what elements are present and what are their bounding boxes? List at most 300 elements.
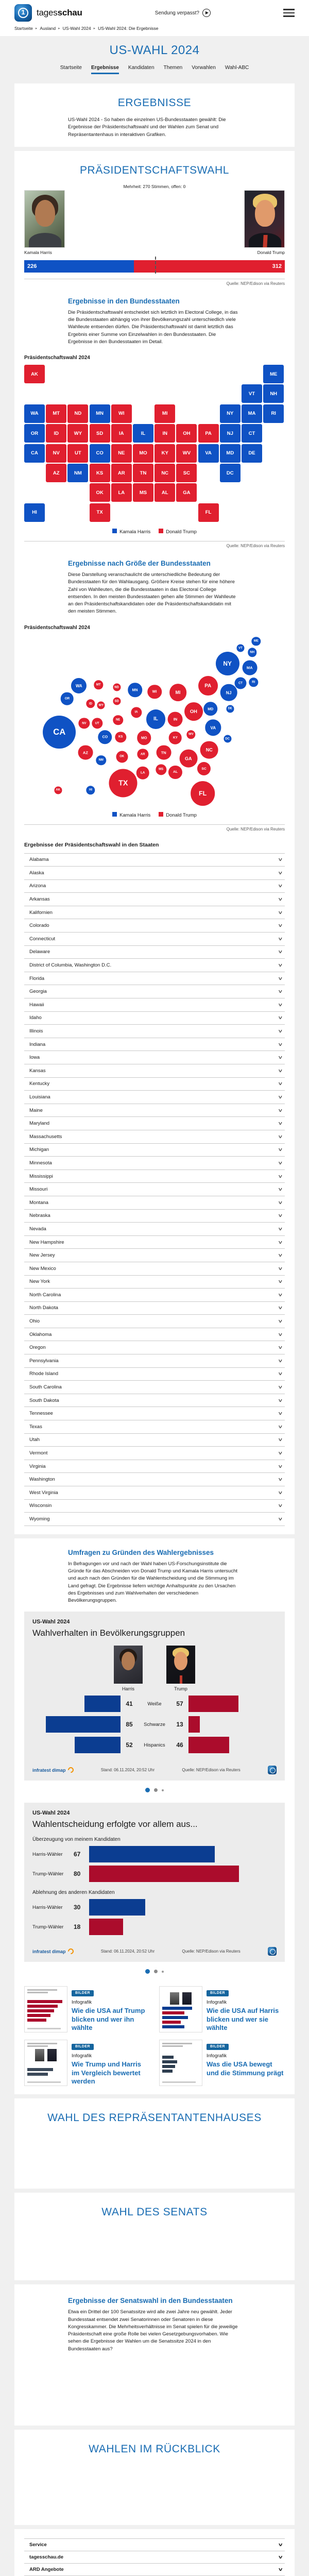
chevron-down-icon: v — [279, 1305, 282, 1311]
state-accordion-label: Wyoming — [29, 1516, 50, 1522]
group-label: Weiße — [138, 1701, 171, 1707]
chevron-down-icon: v — [279, 1028, 282, 1034]
reason-group-label: Überzeugung von meinem Kandidaten — [32, 1837, 277, 1842]
state-bubble-WI[interactable]: WI — [147, 685, 162, 699]
state-tile-AZ[interactable]: AZ — [46, 464, 66, 482]
state-tile-WV[interactable]: WV — [176, 444, 197, 463]
state-accordion-row[interactable] — [24, 1012, 285, 1025]
chevron-down-icon: v — [279, 1042, 282, 1047]
teaser-thumbnail[interactable] — [159, 1986, 202, 2032]
chevron-down-icon: v — [279, 923, 282, 928]
chevron-down-icon: v — [279, 1015, 282, 1021]
breadcrumb-item[interactable]: US-Wahl 2024 — [63, 26, 91, 31]
thumb-title-line — [162, 2043, 192, 2044]
state-accordion-row[interactable] — [24, 1354, 285, 1368]
state-tile-AR[interactable]: AR — [111, 464, 132, 482]
embed-placeholder — [24, 2353, 285, 2417]
top-bar — [0, 0, 309, 23]
state-bubble-OK[interactable]: OK — [116, 751, 128, 762]
state-bubble-WY[interactable]: WY — [97, 702, 105, 709]
state-tile-PA[interactable]: PA — [198, 424, 219, 443]
state-accordion-label: Massachusetts — [29, 1134, 62, 1140]
state-tile-MO[interactable]: MO — [133, 444, 153, 463]
state-bubble-ME[interactable]: ME — [252, 637, 261, 646]
state-accordion-row[interactable] — [24, 972, 285, 986]
state-accordion-label: Tennessee — [29, 1411, 53, 1416]
teaser-kicker: Infografik — [207, 2053, 285, 2059]
state-bubble-IL[interactable]: IL — [146, 709, 166, 729]
chevron-down-icon: v — [279, 1081, 282, 1087]
state-tile-MN[interactable]: MN — [90, 404, 110, 423]
carousel-dot[interactable] — [154, 1970, 158, 1973]
state-tile-VT[interactable]: VT — [242, 384, 262, 403]
state-accordion-row[interactable] — [24, 1117, 285, 1130]
state-tile-OH[interactable]: OH — [176, 424, 197, 443]
state-bubble-OR[interactable]: OR — [61, 692, 74, 705]
reason-bar-row — [32, 1864, 277, 1884]
state-accordion-row[interactable] — [24, 919, 285, 933]
candidates-row — [24, 190, 285, 255]
thumb-bars — [162, 2007, 199, 2028]
carousel-dot[interactable] — [145, 1969, 150, 1974]
state-accordion-row[interactable] — [24, 1328, 285, 1342]
state-tile-DC[interactable]: DC — [220, 464, 241, 482]
state-accordion-row[interactable] — [24, 1051, 285, 1064]
state-tile-CT[interactable]: CT — [242, 424, 262, 443]
state-tile-LA[interactable]: LA — [111, 483, 132, 502]
state-tile-OR[interactable]: OR — [24, 424, 45, 443]
state-bubble-NC[interactable]: NC — [200, 741, 218, 759]
breadcrumb-separator-icon: ▸ — [58, 26, 60, 30]
state-tile-WY[interactable]: WY — [67, 424, 88, 443]
state-tile-CO[interactable]: CO — [90, 444, 110, 463]
teaser-text — [72, 2040, 150, 2086]
state-accordion-row[interactable] — [24, 1196, 285, 1210]
state-tile-AL[interactable]: AL — [154, 483, 175, 502]
state-bubble-MN[interactable]: MN — [128, 683, 142, 698]
state-tile-KS[interactable]: KS — [90, 464, 110, 482]
state-bubble-SD[interactable]: SD — [113, 697, 121, 705]
state-bubble-FL[interactable]: FL — [191, 781, 215, 806]
state-accordion-row[interactable] — [24, 1064, 285, 1078]
state-winner-map[interactable] — [24, 365, 285, 522]
state-accordion-row[interactable] — [24, 1341, 285, 1354]
groesse-heading[interactable]: Ergebnisse nach Größe der Bundesstaaten — [68, 560, 238, 567]
state-bubble-KS[interactable]: KS — [115, 732, 126, 742]
state-tile-RI[interactable]: RI — [263, 404, 284, 423]
chevron-down-icon: v — [279, 1055, 282, 1060]
state-accordion-label: Kansas — [29, 1068, 46, 1074]
carousel-dot[interactable] — [162, 1971, 164, 1973]
tab-themen[interactable]: Themen — [164, 65, 183, 74]
tab-vorwahlen[interactable]: Vorwahlen — [192, 65, 216, 74]
state-bubble-MT[interactable]: MT — [94, 681, 103, 689]
trump-value: 13 — [171, 1721, 188, 1728]
state-accordion-label: Louisiana — [29, 1094, 50, 1100]
teaser-thumbnail[interactable] — [159, 2040, 202, 2086]
state-bubble-CO[interactable]: CO — [98, 730, 112, 744]
state-accordion-row[interactable] — [24, 998, 285, 1012]
state-accordion-label: Georgia — [29, 989, 47, 994]
state-accordion-label: Minnesota — [29, 1160, 52, 1166]
state-accordion-row[interactable] — [24, 1513, 285, 1526]
legend-item — [159, 529, 197, 535]
state-tile-NE[interactable]: NE — [111, 444, 132, 463]
state-bubble-KY[interactable]: KY — [169, 732, 182, 744]
state-accordion-row[interactable] — [24, 1447, 285, 1460]
tagesschau-logo[interactable] — [14, 4, 82, 22]
state-bubble-IA[interactable]: IA — [131, 707, 142, 718]
candidate-harris — [24, 190, 65, 255]
state-bubble-SC[interactable]: SC — [197, 762, 211, 775]
staaten-heading[interactable]: Ergebnisse in den Bundesstaaten — [68, 297, 238, 305]
state-bubble-VT[interactable]: VT — [236, 645, 244, 652]
infografik-teasers — [24, 1986, 285, 2086]
chevron-down-icon: v — [279, 1068, 282, 1074]
state-bubble-AZ[interactable]: AZ — [78, 745, 93, 760]
state-accordion-row[interactable] — [24, 1104, 285, 1117]
carousel-dot[interactable] — [154, 1788, 158, 1792]
chart2-footer — [32, 1944, 277, 1957]
state-bubble-IN[interactable]: IN — [168, 711, 183, 726]
legend-swatch — [159, 529, 163, 533]
state-tile-KY[interactable]: KY — [154, 444, 175, 463]
state-tile-CA[interactable]: CA — [24, 444, 45, 463]
state-tile-NC[interactable]: NC — [154, 464, 175, 482]
state-tile-WI[interactable]: WI — [111, 404, 132, 423]
state-accordion-row[interactable] — [24, 1420, 285, 1434]
legend-label: Kamala Harris — [119, 529, 150, 535]
footer-accordion-row[interactable] — [24, 2564, 285, 2576]
state-accordion-row[interactable] — [24, 1157, 285, 1170]
chevron-down-icon: v — [279, 1240, 282, 1245]
state-accordion-row[interactable] — [24, 946, 285, 959]
state-bubble-NE[interactable]: NE — [113, 715, 123, 725]
state-tile-MD[interactable]: MD — [220, 444, 241, 463]
state-bubble-RI[interactable]: RI — [249, 678, 258, 687]
chart1-footer — [32, 1762, 277, 1775]
state-accordion-row[interactable] — [24, 1276, 285, 1289]
teaser-profile-compare[interactable] — [159, 1986, 285, 2032]
state-accordion-row[interactable] — [24, 1434, 285, 1447]
state-bubble-ID[interactable]: ID — [86, 699, 95, 708]
state-accordion-row[interactable] — [24, 867, 285, 880]
state-accordion-row[interactable] — [24, 1368, 285, 1381]
footer-accordion-row[interactable] — [24, 2551, 285, 2564]
state-accordion-label: New Mexico — [29, 1266, 56, 1272]
chevron-down-icon: v — [279, 1490, 282, 1496]
teaser-title[interactable]: Wie die USA auf Trump blicken und wer ihn wählte — [72, 2007, 150, 2032]
reason-bar-track — [89, 1899, 277, 1916]
chart1-stand: Stand: 06.11.2024, 20:52 Uhr — [101, 1768, 154, 1772]
wahlentscheidung-chart-card — [24, 1803, 285, 1962]
state-bubble-UT[interactable]: UT — [92, 718, 102, 728]
state-tile-MS[interactable]: MS — [133, 483, 153, 502]
state-bubble-AK[interactable]: AK — [54, 786, 62, 794]
electoral-college-bar — [24, 260, 285, 273]
state-accordion-row[interactable] — [24, 1500, 285, 1513]
state-tile-SC[interactable]: SC — [176, 464, 197, 482]
thumb-photo — [170, 1992, 179, 2005]
state-tile-HI[interactable]: HI — [24, 503, 45, 522]
state-tile-MI[interactable]: MI — [154, 404, 175, 423]
tab-ergebnisse[interactable]: Ergebnisse — [91, 65, 119, 74]
state-bubble-MI[interactable]: MI — [169, 684, 187, 702]
chevron-down-icon: v — [279, 1213, 282, 1218]
state-accordion-row[interactable] — [24, 1473, 285, 1486]
state-tile-FL[interactable]: FL — [198, 503, 219, 522]
state-tile-TN[interactable]: TN — [133, 464, 153, 482]
state-tile-SD[interactable]: SD — [90, 424, 110, 443]
state-accordion-row[interactable] — [24, 1394, 285, 1408]
state-bubble-NJ[interactable]: NJ — [220, 684, 237, 701]
state-accordion-row[interactable] — [24, 1315, 285, 1328]
chevron-down-icon: v — [279, 1279, 282, 1284]
chart1-kicker: US-Wahl 2024 — [32, 1619, 277, 1625]
chart2-groups — [32, 1837, 277, 1937]
brand-wordmark: tagesschau — [37, 8, 82, 18]
state-accordion-row[interactable] — [24, 1302, 285, 1315]
chevron-down-icon: v — [279, 1398, 282, 1403]
state-bubble-NV[interactable]: NV — [79, 718, 90, 728]
state-accordion-row[interactable] — [24, 1210, 285, 1223]
state-bubble-AL[interactable]: AL — [168, 766, 182, 779]
state-accordion-row[interactable] — [24, 1381, 285, 1394]
state-accordion-label: Wisconsin — [29, 1503, 52, 1509]
state-bubble-MO[interactable]: MO — [137, 731, 151, 745]
state-accordion-label: District of Columbia, Washington D.C. — [29, 962, 111, 968]
state-bubble-HI[interactable]: HI — [86, 786, 95, 794]
state-accordion-row[interactable] — [24, 1460, 285, 1473]
thumb-bars — [162, 2048, 199, 2080]
state-accordion-row[interactable] — [24, 854, 285, 867]
state-accordion-row[interactable] — [24, 1170, 285, 1183]
state-accordion-row[interactable] — [24, 1249, 285, 1262]
chevron-down-icon: v — [279, 1450, 282, 1456]
state-accordion-label: Florida — [29, 976, 44, 981]
state-bubble-NY[interactable]: NY — [216, 652, 239, 675]
bilder-badge: BILDER — [207, 1990, 229, 1996]
infratest-dimap-logo: infratest dimap — [32, 1767, 74, 1773]
trump-thumb-photo — [166, 1646, 195, 1684]
candidate-trump — [244, 190, 285, 255]
reason-group-label: Ablehnung des anderen Kandidaten — [32, 1890, 277, 1895]
state-accordion-row[interactable] — [24, 1038, 285, 1052]
state-tile-GA[interactable]: GA — [176, 483, 197, 502]
state-tile-NH[interactable]: NH — [263, 384, 284, 403]
state-accordion-label: Michigan — [29, 1147, 49, 1153]
teaser-title[interactable]: Wie die USA auf Harris blicken und wer sie wählte — [207, 2007, 285, 2032]
chevron-down-icon: v — [279, 2554, 282, 2560]
state-tile-MA[interactable]: MA — [242, 404, 262, 423]
state-accordion-row[interactable] — [24, 1407, 285, 1420]
group-label: Hispanics — [138, 1742, 171, 1748]
chevron-down-icon: v — [279, 1477, 282, 1482]
state-bubble-MD[interactable]: MD — [203, 702, 218, 716]
state-accordion-row[interactable] — [24, 1236, 285, 1249]
state-bubble-DC[interactable]: DC — [224, 735, 231, 742]
state-accordion-label: Nebraska — [29, 1213, 50, 1218]
umfragen-heading[interactable]: Umfragen zu Gründen des Wahlergebnisses — [68, 1549, 238, 1556]
state-accordion-row[interactable] — [24, 933, 285, 946]
state-accordion-row[interactable] — [24, 1262, 285, 1276]
sendung-verpasst-link[interactable] — [155, 9, 211, 17]
state-accordion-row[interactable] — [24, 1144, 285, 1157]
state-accordion-label: New York — [29, 1279, 50, 1284]
tab-startseite[interactable]: Startseite — [60, 65, 82, 74]
state-tile-NJ[interactable]: NJ — [220, 424, 241, 443]
footer-accordion-row[interactable] — [24, 2539, 285, 2551]
bubble-source-note: Quelle: NEP/Edison via Reuters — [24, 824, 285, 832]
state-tile-DE[interactable]: DE — [242, 444, 262, 463]
thumb-footer-line — [27, 2028, 61, 2029]
chevron-down-icon: v — [279, 1384, 282, 1390]
reason-bar-row — [32, 1917, 277, 1937]
state-accordion-label: New Hampshire — [29, 1240, 64, 1245]
state-tile-NY[interactable]: NY — [220, 404, 241, 423]
state-bubble-PA[interactable]: PA — [198, 676, 218, 696]
state-tile-UT[interactable]: UT — [67, 444, 88, 463]
trump-bar-cell — [188, 1716, 277, 1733]
state-accordion-row[interactable] — [24, 880, 285, 893]
majority-marker — [155, 257, 156, 274]
breadcrumb-item[interactable]: Startseite — [14, 26, 33, 31]
teaser-title[interactable]: Was die USA bewegt und die Stimmung prägt — [207, 2060, 285, 2077]
state-accordion-row[interactable] — [24, 959, 285, 972]
play-icon: ▶ — [202, 9, 211, 17]
state-tile-VA[interactable]: VA — [198, 444, 219, 463]
state-tile-NM[interactable]: NM — [67, 464, 88, 482]
demographic-bar-row — [32, 1693, 277, 1714]
reason-bar-value: 67 — [74, 1851, 89, 1858]
tab-wahl-abc[interactable]: Wahl-ABC — [225, 65, 249, 74]
chevron-down-icon: v — [279, 1503, 282, 1509]
chevron-down-icon: v — [279, 1108, 282, 1113]
harris-value: 85 — [121, 1721, 138, 1728]
source-note: Quelle: NEP/Edison via Reuters — [24, 279, 285, 286]
teaser-kicker: Infografik — [72, 1999, 150, 2005]
state-accordion-row[interactable] — [24, 1486, 285, 1500]
state-bubble-MA[interactable]: MA — [242, 660, 257, 675]
menu-icon[interactable] — [283, 9, 295, 17]
state-bubble-AR[interactable]: AR — [138, 749, 148, 759]
chevron-down-icon: v — [279, 1147, 282, 1153]
map-chart-label: Präsidentschaftswahl 2024 — [24, 355, 285, 361]
state-bubble-CA[interactable]: CA — [43, 716, 76, 749]
senat-card — [14, 2193, 295, 2280]
teaser-thumbnail[interactable] — [24, 2040, 67, 2086]
chevron-down-icon: v — [279, 976, 282, 981]
umfragen-intro — [68, 1549, 238, 1605]
infratest-dimap-logo: infratest dimap — [32, 1948, 74, 1954]
teaser-opinion[interactable] — [24, 2040, 150, 2086]
state-accordion-row[interactable] — [24, 1078, 285, 1091]
chevron-down-icon: v — [279, 910, 282, 916]
state-bubble-NM[interactable]: NM — [96, 755, 106, 765]
teaser-text — [207, 1986, 285, 2032]
groesse-intro — [68, 560, 238, 616]
teaser-text — [72, 1986, 150, 2032]
state-accordion-row[interactable] — [24, 985, 285, 998]
state-accordion-label: Oregon — [29, 1345, 46, 1350]
state-bubble-LA[interactable]: LA — [136, 767, 149, 779]
state-tile-ID[interactable]: ID — [46, 424, 66, 443]
state-accordion-row[interactable] — [24, 906, 285, 920]
state-accordion-row[interactable] — [24, 1223, 285, 1236]
ergebnisse-text: US-Wahl 2024 - So haben die einzelnen US-Bundesstaaten gewählt: Die Ergebnisse der Präsidentschaftswahl und der Wahlen zum Senat und Repräsentantenhaus in interaktiven Grafiken. — [68, 116, 238, 139]
state-tile-OK[interactable]: OK — [90, 483, 110, 502]
chevron-down-icon: v — [279, 1464, 282, 1469]
state-accordion-row[interactable] — [24, 1183, 285, 1196]
state-accordion-label: Illinois — [29, 1028, 43, 1034]
state-accordion-row[interactable] — [24, 1130, 285, 1144]
state-bubble-ND[interactable]: ND — [113, 684, 121, 691]
thumb-photo — [35, 2049, 44, 2061]
breadcrumb-item[interactable]: Ausland — [40, 26, 56, 31]
thumb-title-line — [27, 1992, 48, 1993]
teaser-profile-trump[interactable] — [24, 1986, 150, 2032]
chevron-down-icon: v — [279, 989, 282, 994]
carousel-dot[interactable] — [162, 1789, 164, 1791]
state-bubble-VA[interactable]: VA — [205, 720, 221, 736]
state-accordion-row[interactable] — [24, 1091, 285, 1104]
state-bubble-WV[interactable]: WV — [186, 730, 195, 739]
state-bubble-MS[interactable]: MS — [156, 764, 166, 775]
state-tile-TX[interactable]: TX — [90, 503, 110, 522]
harris-electoral-bar: 226 — [24, 260, 134, 273]
state-tile-AK[interactable]: AK — [24, 365, 45, 383]
state-bubble-WA[interactable]: WA — [71, 678, 87, 693]
state-accordion-label: Nevada — [29, 1226, 46, 1232]
infratest-arc-icon — [66, 1766, 75, 1774]
teaser-direction[interactable] — [159, 2040, 285, 2086]
state-bubble-GA[interactable]: GA — [179, 750, 197, 768]
thumb-footer-line — [27, 2081, 61, 2083]
teaser-thumbnail[interactable] — [24, 1986, 67, 2032]
state-tile-IA[interactable]: IA — [111, 424, 132, 443]
state-accordion-row[interactable] — [24, 1025, 285, 1038]
harris-photo — [24, 190, 65, 248]
state-bubble-map[interactable] — [24, 635, 285, 806]
state-accordion-label: Hawaii — [29, 1002, 44, 1008]
state-tile-ND[interactable]: ND — [67, 404, 88, 423]
state-tile-ME[interactable]: ME — [263, 365, 284, 383]
state-accordion-label: Indiana — [29, 1042, 45, 1047]
state-bubble-CT[interactable]: CT — [234, 677, 246, 689]
state-bubble-NH[interactable]: NH — [248, 648, 256, 657]
state-tile-IN[interactable]: IN — [154, 424, 175, 443]
state-bubble-TN[interactable]: TN — [156, 745, 171, 760]
carousel-dot[interactable] — [145, 1788, 150, 1792]
chevron-down-icon: v — [279, 1174, 282, 1179]
teaser-kicker: Infografik — [72, 2053, 150, 2059]
state-bubble-DE[interactable]: DE — [226, 705, 234, 713]
state-tile-IL[interactable]: IL — [133, 424, 153, 443]
state-bubble-TX[interactable]: TX — [109, 769, 138, 798]
teaser-title[interactable]: Wie Trump und Harris im Vergleich bewertet werden — [72, 2060, 150, 2086]
chevron-down-icon: v — [279, 1094, 282, 1100]
state-bubble-OH[interactable]: OH — [184, 702, 203, 721]
tab-kandidaten[interactable]: Kandidaten — [128, 65, 154, 74]
state-tile-NV[interactable]: NV — [46, 444, 66, 463]
state-accordion-row[interactable] — [24, 893, 285, 906]
chevron-down-icon: v — [279, 1002, 282, 1008]
harris-value: 41 — [121, 1700, 138, 1707]
state-tile-WA[interactable]: WA — [24, 404, 45, 423]
state-tile-MT[interactable]: MT — [46, 404, 66, 423]
senatswahl-heading[interactable]: Ergebnisse der Senatswahl in den Bundesstaaten — [68, 2297, 238, 2304]
state-accordion-row[interactable] — [24, 1289, 285, 1302]
